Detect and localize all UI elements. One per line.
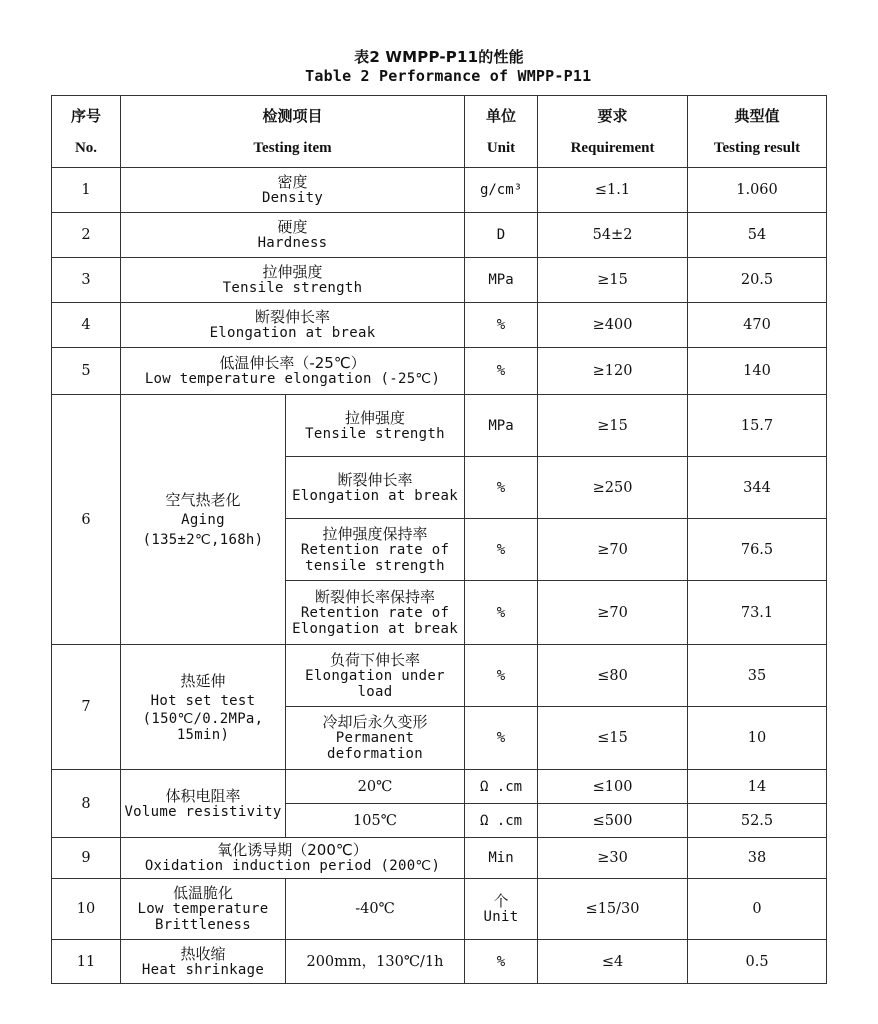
row-number: 9 (52, 838, 121, 879)
unit-cell: D (465, 213, 538, 258)
sub-item-cell: 拉伸强度 Tensile strength (286, 395, 465, 457)
requirement-cell: ≤500 (538, 804, 688, 838)
requirement-cell: ≤15/30 (538, 879, 688, 940)
unit-cell: % (465, 303, 538, 348)
requirement-cell: ≥15 (538, 395, 688, 457)
unit-cell: % (465, 940, 538, 984)
row-number: 7 (52, 645, 121, 770)
condition-cell: 20℃ (286, 770, 465, 804)
result-cell: 20.5 (688, 258, 827, 303)
unit-cell: g/cm³ (465, 168, 538, 213)
header-row (52, 96, 827, 168)
unit-cell: % (465, 707, 538, 770)
row-number: 3 (52, 258, 121, 303)
row-number: 6 (52, 395, 121, 645)
row-number: 1 (52, 168, 121, 213)
item-group-cell: 空气热老化 Aging (135±2℃,168h) (121, 395, 286, 645)
row-number: 11 (52, 940, 121, 984)
requirement-cell: ≥250 (538, 457, 688, 519)
unit-cell: Min (465, 838, 538, 879)
result-cell: 10 (688, 707, 827, 770)
unit-cell: % (465, 519, 538, 581)
table-row (52, 395, 827, 457)
result-cell: 38 (688, 838, 827, 879)
requirement-cell: ≥30 (538, 838, 688, 879)
performance-table (51, 95, 827, 984)
item-group-cell: 热延伸 Hot set test (150℃/0.2MPa, 15min) (121, 645, 286, 770)
table-row (52, 168, 827, 213)
table-row (52, 645, 827, 707)
result-cell: 0.5 (688, 940, 827, 984)
item-cell: 断裂伸长率 Elongation at break (121, 303, 465, 348)
table-row (52, 303, 827, 348)
unit-cell: % (465, 457, 538, 519)
requirement-cell: ≥70 (538, 519, 688, 581)
sub-item-cell: 断裂伸长率 Elongation at break (286, 457, 465, 519)
table-row (52, 838, 827, 879)
condition-cell: 105℃ (286, 804, 465, 838)
item-group-cell: 体积电阻率 Volume resistivity (121, 770, 286, 838)
result-cell: 73.1 (688, 581, 827, 645)
requirement-cell: ≤15 (538, 707, 688, 770)
item-cell: 低温脆化 Low temperature Brittleness (121, 879, 286, 940)
requirement-cell: ≥15 (538, 258, 688, 303)
result-cell: 0 (688, 879, 827, 940)
header-requirement: 要求 Requirement (538, 96, 688, 168)
table-row (52, 879, 827, 940)
header-result: 典型值 Testing result (688, 96, 827, 168)
requirement-cell: 54±2 (538, 213, 688, 258)
unit-cell: MPa (465, 258, 538, 303)
item-cell: 氧化诱导期（200℃） Oxidation induction period (200℃) (121, 838, 465, 879)
sub-item-cell: 负荷下伸长率 Elongation under load (286, 645, 465, 707)
requirement-cell: ≤1.1 (538, 168, 688, 213)
item-cell: 密度 Density (121, 168, 465, 213)
row-number: 2 (52, 213, 121, 258)
table-row (52, 258, 827, 303)
table-title-en: Table 2 Performance of WMPP-P11 (305, 67, 592, 85)
row-number: 8 (52, 770, 121, 838)
result-cell: 76.5 (688, 519, 827, 581)
requirement-cell: ≥120 (538, 348, 688, 395)
result-cell: 140 (688, 348, 827, 395)
row-number: 5 (52, 348, 121, 395)
requirement-cell: ≤100 (538, 770, 688, 804)
result-cell: 52.5 (688, 804, 827, 838)
header-unit: 单位 Unit (465, 96, 538, 168)
requirement-cell: ≤4 (538, 940, 688, 984)
sub-item-cell: 冷却后永久变形 Permanent deformation (286, 707, 465, 770)
result-cell: 344 (688, 457, 827, 519)
result-cell: 35 (688, 645, 827, 707)
result-cell: 1.060 (688, 168, 827, 213)
row-number: 4 (52, 303, 121, 348)
row-number: 10 (52, 879, 121, 940)
table-title-cn: 表2 WMPP-P11的性能 (354, 48, 524, 66)
header-no: 序号 No. (52, 96, 121, 168)
requirement-cell: ≥70 (538, 581, 688, 645)
condition-cell: -40℃ (286, 879, 465, 940)
condition-cell: 200mm，130℃/1h (286, 940, 465, 984)
requirement-cell: ≤80 (538, 645, 688, 707)
unit-cell: % (465, 348, 538, 395)
unit-cell: 个 Unit (465, 879, 538, 940)
item-cell: 低温伸长率（-25℃） Low temperature elongation (-25℃) (121, 348, 465, 395)
table-row (52, 213, 827, 258)
requirement-cell: ≥400 (538, 303, 688, 348)
table-row (52, 770, 827, 804)
result-cell: 15.7 (688, 395, 827, 457)
sub-item-cell: 断裂伸长率保持率 Retention rate of Elongation at break (286, 581, 465, 645)
table-row (52, 940, 827, 984)
unit-cell: Ω .cm (465, 804, 538, 838)
unit-cell: MPa (465, 395, 538, 457)
item-cell: 硬度 Hardness (121, 213, 465, 258)
result-cell: 14 (688, 770, 827, 804)
table-title (0, 46, 878, 85)
sub-item-cell: 拉伸强度保持率 Retention rate of tensile strength (286, 519, 465, 581)
item-cell: 热收缩 Heat shrinkage (121, 940, 286, 984)
unit-cell: % (465, 581, 538, 645)
result-cell: 470 (688, 303, 827, 348)
unit-cell: % (465, 645, 538, 707)
item-cell: 拉伸强度 Tensile strength (121, 258, 465, 303)
header-item: 检测项目 Testing item (121, 96, 465, 168)
table-row (52, 348, 827, 395)
result-cell: 54 (688, 213, 827, 258)
unit-cell: Ω .cm (465, 770, 538, 804)
